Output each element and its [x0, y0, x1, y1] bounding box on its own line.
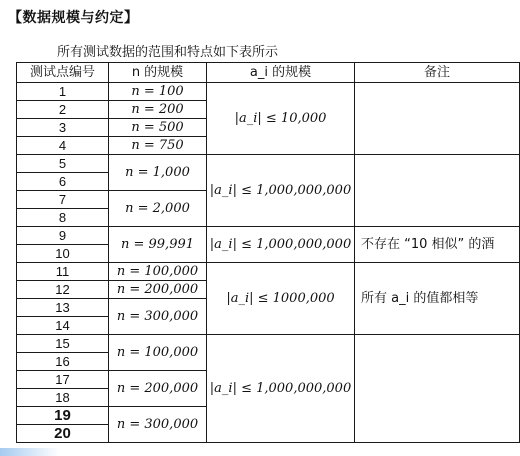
- watermark-strip: [0, 448, 60, 456]
- case-id-cell: 6: [17, 173, 109, 191]
- case-id-cell: 13: [17, 299, 109, 317]
- table-row: [17, 83, 520, 101]
- n-scale-cell: n = 200: [109, 101, 207, 119]
- header-n-scale: n 的规模: [109, 63, 207, 83]
- table-row: [17, 155, 520, 173]
- n-scale-cell: n = 300,000: [109, 299, 207, 335]
- case-id-cell: 8: [17, 209, 109, 227]
- case-id-cell: 18: [17, 389, 109, 407]
- n-scale-cell: n = 99,991: [109, 227, 207, 263]
- case-id-cell: 20: [17, 425, 109, 443]
- n-scale-cell: n = 100,000: [109, 335, 207, 371]
- a-scale-cell: |a_i| ≤ 1,000,000,000: [207, 335, 355, 443]
- note-cell: 所有 a_i 的值都相等: [355, 263, 520, 335]
- n-scale-cell: n = 200,000: [109, 281, 207, 299]
- table-header-row: [17, 63, 520, 83]
- case-id-cell: 10: [17, 245, 109, 263]
- case-id-cell: 14: [17, 317, 109, 335]
- case-id-cell: 3: [17, 119, 109, 137]
- note-cell: [355, 83, 520, 155]
- note-cell: 不存在 “10 相似” 的酒: [355, 227, 520, 263]
- table-row: [17, 335, 520, 353]
- table-row: [17, 227, 520, 245]
- header-a-scale: a_i 的规模: [207, 63, 355, 83]
- n-scale-cell: n = 100,000: [109, 263, 207, 281]
- case-id-cell: 2: [17, 101, 109, 119]
- n-scale-cell: n = 300,000: [109, 407, 207, 443]
- case-id-cell: 1: [17, 83, 109, 101]
- header-notes: 备注: [355, 63, 520, 83]
- n-scale-cell: n = 1,000: [109, 155, 207, 191]
- case-id-cell: 17: [17, 371, 109, 389]
- data-scale-table: [16, 62, 520, 443]
- case-id-cell: 11: [17, 263, 109, 281]
- case-id-cell: 9: [17, 227, 109, 245]
- a-scale-cell: |a_i| ≤ 1,000,000,000: [207, 227, 355, 263]
- header-case-id: 测试点编号: [17, 63, 109, 83]
- case-id-cell: 16: [17, 353, 109, 371]
- n-scale-cell: n = 750: [109, 137, 207, 155]
- a-scale-cell: |a_i| ≤ 10,000: [207, 83, 355, 155]
- case-id-cell: 12: [17, 281, 109, 299]
- case-id-cell: 4: [17, 137, 109, 155]
- intro-text: 所有测试数据的范围和特点如下表所示: [57, 45, 279, 60]
- note-cell: [355, 335, 520, 443]
- case-id-cell: 5: [17, 155, 109, 173]
- a-scale-cell: |a_i| ≤ 1000,000: [207, 263, 355, 335]
- case-id-cell: 15: [17, 335, 109, 353]
- n-scale-cell: n = 200,000: [109, 371, 207, 407]
- case-id-cell: 7: [17, 191, 109, 209]
- n-scale-cell: n = 100: [109, 83, 207, 101]
- section-heading: 【数据规模与约定】: [8, 10, 139, 26]
- a-scale-cell: |a_i| ≤ 1,000,000,000: [207, 155, 355, 227]
- case-id-cell: 19: [17, 407, 109, 425]
- n-scale-cell: n = 2,000: [109, 191, 207, 227]
- n-scale-cell: n = 500: [109, 119, 207, 137]
- note-cell: [355, 155, 520, 227]
- table-row: [17, 263, 520, 281]
